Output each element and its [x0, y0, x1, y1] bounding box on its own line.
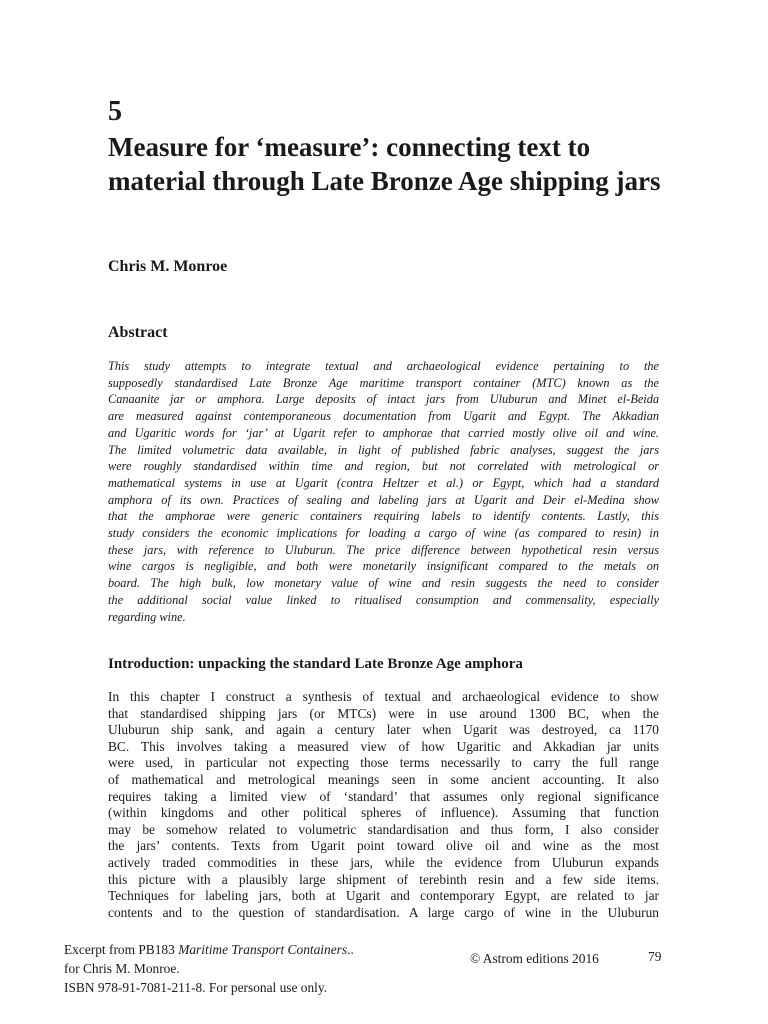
abstract-line: mathematical systems in use at Ugarit (contra Heltzer et al.) or Egypt, which had a standard [108, 475, 659, 490]
chapter-title: Measure for ‘measure’: connecting text to material through Late Bronze Age shipping jars [108, 132, 661, 196]
footer-for-line: for Chris M. Monroe. [64, 961, 180, 976]
body-line: BC. This involves taking a measured view of how Ugaritic and Akkadian jar units [108, 738, 659, 754]
abstract-line: Canaanite jar or amphora. Large deposits of intact jars from Uluburun and Minet el-Beida [108, 392, 659, 407]
page-number: 79 [648, 949, 662, 964]
abstract-line: wine cargos is negligible, and both were monetarily insignificant compared to the metals on [108, 559, 659, 574]
section-heading: Introduction: unpacking the standard Late Bronze Age amphora [108, 656, 523, 672]
body-line: of mathematical and metrological meanings seen in some ancient accounting. It also [108, 771, 659, 787]
body-line: the jars’ contents. Texts from Ugarit point toward olive oil and wine as the most [108, 838, 659, 854]
abstract-line: regarding wine. [108, 609, 186, 624]
abstract-line: these jars, with reference to Uluburun. The price difference between hypothetical resin versus [108, 542, 659, 557]
excerpt-book-title: Maritime Transport Containers [178, 942, 348, 957]
abstract-line: board. The high bulk, low monetary value of wine and resin suggests the need to consider [108, 576, 659, 591]
body-line: requires taking a limited view of ‘standard’ that assumes only regional significance [108, 788, 659, 804]
abstract-line: This study attempts to integrate textual and archaeological evidence pertaining to the [108, 359, 659, 373]
abstract-line: are measured against contemporaneous documentation from Ugarit and Egypt. The Akkadian [108, 409, 659, 424]
footer-excerpt-line [64, 940, 354, 959]
body-line: this picture with a plausibly large shipment of terebinth resin and a few side items. [108, 871, 659, 887]
body-line: contents and to the question of standardisation. A large cargo of wine in the Uluburun [108, 904, 659, 920]
chapter-number: 5 [108, 96, 122, 127]
abstract-line: supposedly standardised Late Bronze Age maritime transport container (MTC) known as the [108, 375, 659, 390]
body-line: Techniques for labeling jars, both at Ugarit and contemporary Egypt, are related to jar [108, 888, 659, 904]
body-line: Uluburun ship sank, and again a century later when Ugarit was destroyed, ca 1170 [108, 722, 659, 738]
footer-isbn-line: ISBN 978-91-7081-211-8. For personal use only. [64, 980, 328, 995]
body-line: that standardised shipping jars (or MTCs) were in use around 1300 BC, when the [108, 705, 659, 721]
body-line: actively traded commodities in these jars, while the evidence from Uluburun expands [108, 854, 659, 870]
abstract-line: and Ugaritic words for ‘jar’ at Ugarit refer to amphorae that carried mostly olive oil and wine. [108, 425, 659, 440]
body-line: were used, in particular not expecting those terms necessarily to carry the full range [108, 755, 659, 771]
footer-excerpt-note [64, 940, 354, 997]
excerpt-prefix: Excerpt from PB183 [64, 942, 179, 957]
body-line: (within kingdoms and other political spheres of influence). Assuming that function [108, 805, 659, 821]
body-line: may be somehow related to volumetric standardisation and thus form, I also consider [108, 821, 659, 837]
abstract-line: study considers the economic implications for loading a cargo of wine (as compared to resin) in [108, 526, 659, 541]
abstract-line: the additional social value linked to ritualised consumption and commensality, especially [108, 592, 659, 607]
abstract-heading: Abstract [108, 324, 168, 341]
body-text [108, 689, 659, 921]
body-line: In this chapter I construct a synthesis of textual and archaeological evidence to show [108, 689, 659, 704]
abstract-line: that the amphorae were generic containers requiring labels to identify contents. Lastly, this [108, 509, 659, 524]
abstract-line: were roughly standardised within time and region, but not correlated with metrological or [108, 459, 659, 474]
author-name: Chris M. Monroe [108, 258, 228, 275]
copyright-notice: © Astrom editions 2016 [470, 951, 599, 966]
abstract-line: amphora of its own. Practices of sealing and labeling jars at Ugarit and Deir el-Medina show [108, 492, 659, 507]
abstract-text [108, 358, 659, 625]
excerpt-suffix: .. [347, 942, 354, 957]
abstract-line: The limited volumetric data available, in light of published fabric analyses, suggest the jars [108, 442, 659, 457]
